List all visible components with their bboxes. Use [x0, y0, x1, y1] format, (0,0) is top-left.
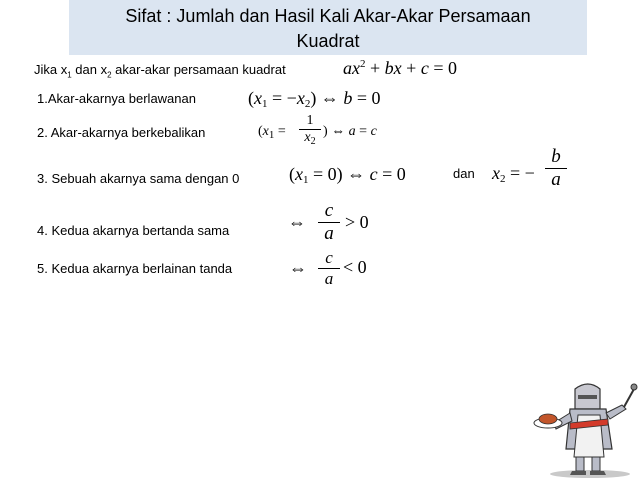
item-4-fraction: $\frac{c}{a}$: [318, 200, 340, 245]
item-2-label: 2. Akar-akarnya berkebalikan: [37, 125, 206, 140]
item-2-formula: ($x_1$ =: [258, 124, 286, 141]
item-5-label: 5. Kedua akarnya berlainan tanda: [37, 261, 233, 276]
item-3-connector: dan: [453, 166, 475, 181]
intro-text: Jika $x_1$ dan $x_2$ akar-akar persamaan kuadrat: [34, 62, 286, 80]
title-line-2: Kuadrat: [296, 31, 360, 51]
item-4-label: 4. Kedua akarnya bertanda sama: [37, 223, 230, 238]
title-line-1: Sifat : Jumlah dan Hasil Kali Akar-Akar Persamaan: [125, 6, 531, 26]
item-4-rhs: > 0: [345, 212, 369, 232]
item-3-extra-formula: $x_2$ = −: [492, 163, 535, 185]
item-1-label: 1.Akar-akarnya berlawanan: [37, 91, 196, 106]
title-banner: [69, 0, 587, 55]
chef-knight-illustration: [530, 379, 638, 479]
item-5-rhs: < 0: [343, 257, 367, 277]
item-3-label: 3. Sebuah akarnya sama dengan 0: [37, 171, 240, 186]
item-5-equiv: ⇔: [289, 258, 307, 278]
item-4-equiv: ⇔: [288, 212, 306, 232]
item-2-fraction: $\frac{1}{x_2}$: [299, 113, 321, 147]
item-2-formula-rhs: ) ⇔ a = c: [323, 124, 377, 139]
item-3-fraction: $\frac{b}{a}$: [545, 146, 567, 191]
item-1-formula: $(x_1 = -x_2)$ ⇔ b = 0: [248, 88, 381, 110]
item-5-fraction: $\frac{c}{a}$: [318, 248, 340, 289]
item-3-formula: $(x_1 = 0)$ ⇔ c = 0: [289, 164, 406, 186]
quadratic-equation: $ax^2$ + bx + c = 0: [343, 58, 457, 78]
